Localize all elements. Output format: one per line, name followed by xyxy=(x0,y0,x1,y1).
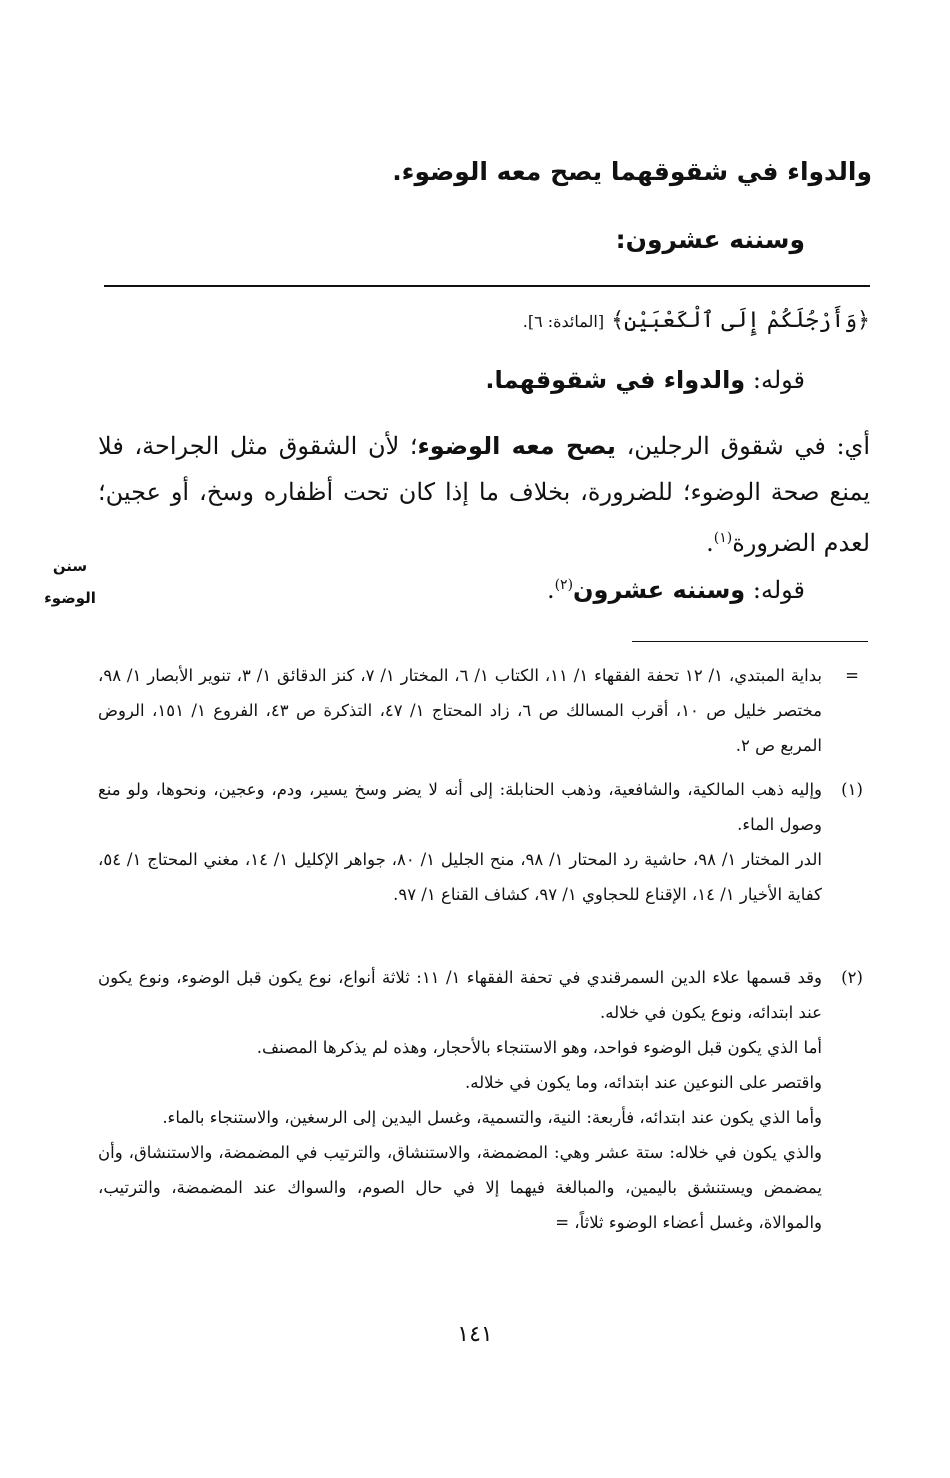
para-text-b: ؛ لأن الشقوق مثل الجراحة، فلا يمنع صحة الوضوء؛ للضرورة، بخلاف ما إذا كان تحت أظفاره وسخ، أو عجين؛ لعدم الضرورة xyxy=(98,432,870,557)
quran-verse-line xyxy=(98,308,870,333)
commentary-heading-2 xyxy=(98,576,805,604)
quoted-matn: وسننه عشرون xyxy=(573,576,746,604)
margin-note-line-1: سنن xyxy=(52,557,88,575)
verse-reference: [المائدة: ٦]. xyxy=(522,312,605,331)
margin-note-line-2: الوضوء xyxy=(44,589,96,607)
footnote-line: واقتصر على النوعين عند ابتدائه، وما يكون في خلاله. xyxy=(465,1073,822,1092)
matn-separator-rule xyxy=(104,285,870,287)
footnote-marker: (١) xyxy=(841,780,863,799)
footnote-line: وأما الذي يكون عند ابتدائه، فأربعة: النية، والتسمية، وغسل اليدين إلى الرسغين، والاستنجاء بالماء. xyxy=(162,1108,822,1127)
footnote-separator-rule xyxy=(632,641,868,642)
footnote-marker: = xyxy=(845,666,859,685)
para-text-a: أي: في شقوق الرجلين، xyxy=(626,432,870,460)
margin-note xyxy=(40,550,100,614)
matn-line-1: والدواء في شقوقهما يصح معه الوضوء. xyxy=(392,157,872,186)
page-number: ١٤١ xyxy=(457,1322,493,1347)
qawluhu-label: قوله: xyxy=(752,576,805,604)
commentary-paragraph xyxy=(98,423,870,566)
quoted-matn: والدواء في شقوقهما. xyxy=(485,366,746,394)
para-end: . xyxy=(706,529,714,557)
footnote-continuation xyxy=(98,658,872,763)
quran-verse: ﴿وَأَرْجُلَكُمْ إِلَى ٱلْكَعْبَيْنِ﴾ xyxy=(611,308,870,333)
matn-line-2: وسننه عشرون: xyxy=(615,225,805,254)
footnote-marker: (٢) xyxy=(841,968,863,987)
footnote-line: وإليه ذهب المالكية، والشافعية، وذهب الحنابلة: إلى أنه لا يضر وسخ يسير، ودم، وعجين، ونحوها، ولو منع وصول الماء. xyxy=(98,780,822,834)
para-bold-text: يصح معه الوضوء xyxy=(417,432,616,460)
footnote-line: أما الذي يكون قبل الوضوء فواحد، وهو الاستنجاء بالأحجار، وهذه لم يذكرها المصنف. xyxy=(256,1038,822,1057)
footnote-line: والذي يكون في خلاله: ستة عشر وهي: المضمضة، والاستنشاق، والترتيب في المضمضة، والاستنشاق، وأن يمضمض ويستنشق باليمين، والمبالغة فيهما إلا في حال الصوم، والسواك عند المضمضة، والترتيب، والموالاة، وغسل أعضاء الوضوء ثلاثاً، = xyxy=(98,1143,822,1232)
footnote-1 xyxy=(98,772,872,912)
heading-end: . xyxy=(546,576,555,604)
footnote-line: بداية المبتدي، ١/ ١٢ تحفة الفقهاء ١/ ١١، الكتاب ١/ ٦، المختار ١/ ٧، كنز الدقائق ١/ ٣، تنوير الأبصار ١/ ٩٨، مختصر خليل ص ١٠، أقرب المسالك ص ٦، زاد المحتاج ١/ ٤٧، التذكرة ص ٤٣، الفروع ١/ ١٥١، الروض المربع ص ٢. xyxy=(98,666,823,755)
footnote-2 xyxy=(98,960,872,1240)
footnote-line: وقد قسمها علاء الدين السمرقندي في تحفة الفقهاء ١/ ١١: ثلاثة أنواع، نوع يكون قبل الوضوء، ونوع يكون عند ابتدائه، ونوع يكون في خلاله. xyxy=(98,968,822,1022)
footnote-ref-2[interactable]: (٢) xyxy=(554,577,574,593)
qawluhu-label: قوله: xyxy=(752,366,805,394)
commentary-heading-1 xyxy=(98,366,805,394)
footnote-line: الدر المختار ١/ ٩٨، حاشية رد المحتار ١/ ٩٨، منح الجليل ١/ ٨٠، جواهر الإكليل ١/ ١٤، مغني المحتاج ١/ ٥٤، كفاية الأخيار ١/ ١٤، الإقناع للحجاوي ١/ ٩٧، كشاف القناع ١/ ٩٧. xyxy=(98,850,822,904)
footnote-ref-1[interactable]: (١) xyxy=(713,530,733,546)
